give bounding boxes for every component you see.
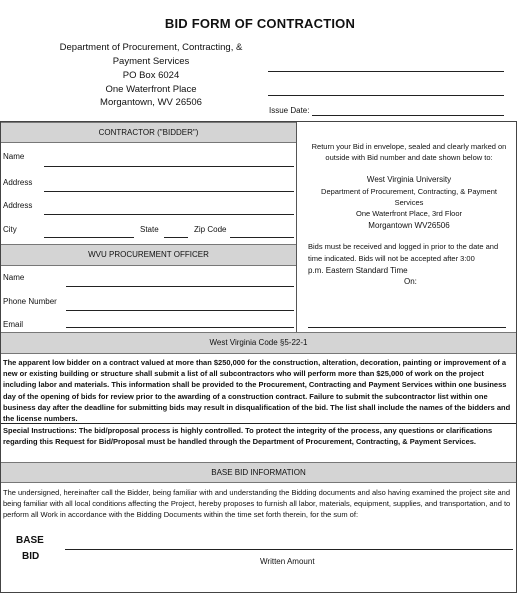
instructions-department-1: Department of Procurement, Contracting, & Payment [321,187,497,196]
officer-email-label: Email [3,320,24,329]
page-title: BID FORM OF CONTRACTION [164,16,356,31]
deadline-line-3: p.m. Eastern Standard Time [308,266,408,275]
base-label: BASE [16,535,44,546]
contractor-header: CONTRACTOR ("BIDDER") [1,122,296,143]
deadline-line-2: time indicated. Bids will not be accepted after 3:00 [308,254,475,263]
code-header: West Virginia Code §5-22-1 [1,332,516,354]
instructions-city: Morgantown WV26506 [368,221,450,230]
officer-header: WVU PROCUREMENT OFFICER [1,244,296,266]
contractor-city-field[interactable] [44,237,134,238]
department-line-5: Morgantown, WV 26506 [100,97,202,108]
department-line-1: Department of Procurement, Contracting, & [59,42,243,53]
bid-label: BID [22,551,40,562]
contractor-address-field-1[interactable] [44,191,294,192]
special-instructions: Special Instructions: The bid/proposal process is highly controlled. To protect the integrity of the process, any questions or clarifications regarding this Request for Bid/Proposal must be handled through the Department of Procurement, Contracting, & Payment Services. [3,426,493,447]
instructions-line-1: Return your Bid in envelope, sealed and clearly marked on [311,142,507,151]
deadline-on-label: On: [404,277,417,286]
written-amount-field[interactable] [65,549,513,550]
contractor-zip-field[interactable] [230,237,294,238]
code-paragraph: The apparent low bidder on a contract valued at more than $250,000 for the construction, alteration, decoration, painting or improvement of a new or existing building or structure shall submit a list of all subcontractors who will perform more than $25,000 of work on the project including labor and materials. This information shall be provided to the Procurement, Contracting and Payment Services within one business day of the opening of bids for review prior to the awarding of a construction contract. Failure to submit the subcontractor list within one business day after the deadline for submitting bids may result in disqualification of the bid. The list shall include the names of the bidders and the license numbers. [3,358,511,424]
contractor-address-label-1: Address [3,178,33,187]
department-line-3: PO Box 6024 [122,70,180,81]
contractor-zip-label: Zip Code [194,225,227,234]
header-blank-line-2[interactable] [268,95,504,96]
officer-email-field[interactable] [66,327,294,328]
written-amount-label: Written Amount [260,557,315,566]
contractor-address-label-2: Address [3,201,33,210]
special-divider [1,423,516,424]
instructions-line-2: outside with Bid number and date shown below to: [325,153,493,162]
instructions-floor: One Waterfront Place, 3rd Floor [355,209,462,218]
deadline-line-1: Bids must be received and logged in prior to the date and [308,242,499,251]
instructions-department-2: Services [394,198,424,207]
officer-name-field[interactable] [66,286,294,287]
contractor-name-label: Name [3,152,25,161]
base-bid-paragraph: The undersigned, hereinafter call the Bidder, being familiar with and understanding the Bidding documents and also having examined the project site and being familiar with all local conditions affecting the Project, hereby proposes to furnish all labor, materials, equipment, supplies, and transportation, and to perform all Work in accordance with the Bidding Documents within the time set forth therein, for the sum of: [3,488,511,520]
base-bid-header: BASE BID INFORMATION [1,462,516,483]
officer-phone-label: Phone Number [3,297,57,306]
issue-date-label: Issue Date: [269,106,310,115]
contractor-state-field[interactable] [164,237,188,238]
contractor-city-label: City [3,225,17,234]
department-line-4: One Waterfront Place [105,84,197,95]
contractor-address-field-2[interactable] [44,214,294,215]
header-blank-line-1[interactable] [268,71,504,72]
department-line-2: Payment Services [112,56,190,67]
contractor-name-field[interactable] [44,166,294,167]
issue-date-field[interactable] [312,115,504,116]
column-divider [296,122,297,332]
contractor-state-label: State [140,225,159,234]
officer-phone-field[interactable] [66,310,294,311]
deadline-date-field[interactable] [308,327,506,328]
officer-name-label: Name [3,273,25,282]
instructions-university: West Virginia University [366,175,452,184]
